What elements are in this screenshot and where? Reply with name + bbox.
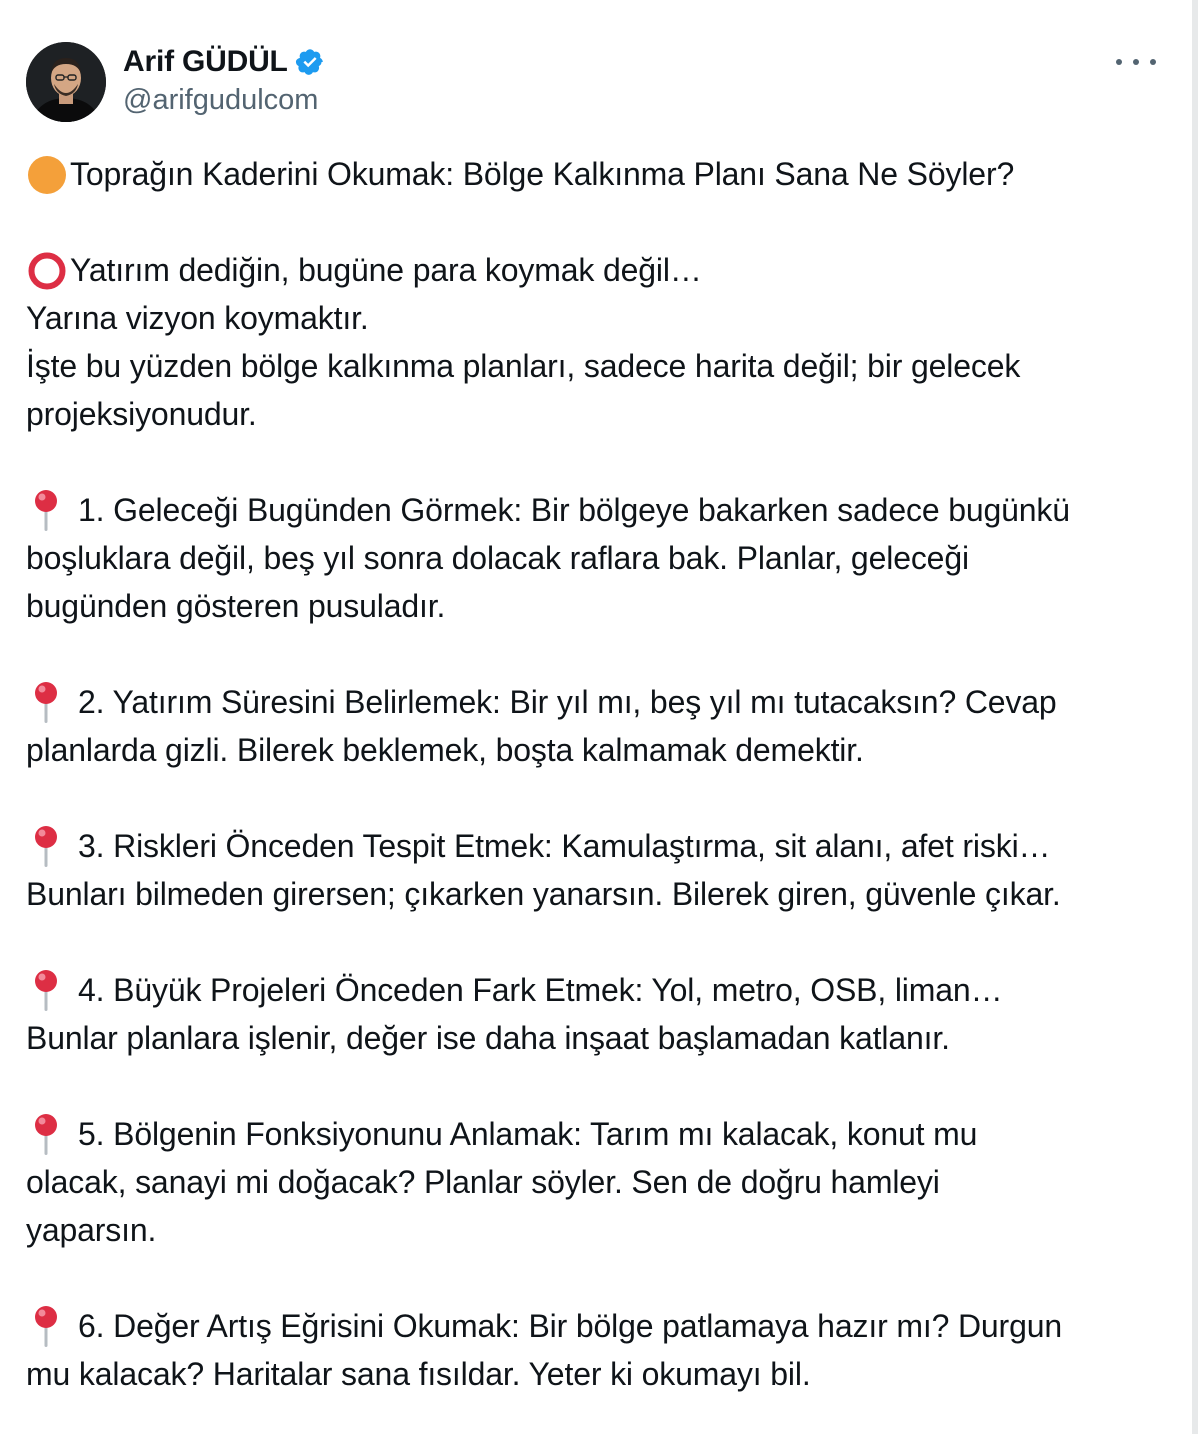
tweet-title-line [26, 150, 1166, 198]
list-item-line [26, 966, 1166, 1014]
round-pushpin-emoji-icon [26, 678, 78, 726]
list-item-line: bugünden gösteren pusuladır. [26, 588, 446, 624]
more-horizontal-icon-dot [1150, 59, 1156, 65]
intro-line: İşte bu yüzden bölge kalkınma planları, sadece harita değil; bir gelecek [26, 348, 1021, 384]
list-item-line: yaparsın. [26, 1212, 157, 1248]
orange-circle-emoji-icon [26, 150, 70, 198]
list-item-line [26, 1110, 1166, 1158]
tweet-intro-paragraph [26, 246, 1166, 438]
list-item [26, 822, 1166, 918]
avatar[interactable] [26, 42, 106, 122]
more-options-button[interactable] [1116, 50, 1156, 74]
round-pushpin-emoji-icon [26, 1110, 78, 1158]
list-item-line: boşluklara değil, beş yıl sonra dolacak raflara bak. Planlar, geleceği [26, 540, 969, 576]
author-handle[interactable]: @arifgudulcom [123, 84, 319, 116]
list-item-line [26, 1302, 1166, 1350]
list-item-line [26, 822, 1166, 870]
list-item-line: Bunlar planlara işlenir, değer ise daha inşaat başlamadan katlanır. [26, 1020, 950, 1056]
tweet-header [26, 42, 1166, 122]
round-pushpin-emoji-icon [26, 822, 78, 870]
intro-line-text: Yatırım dediğin, bugüne para koymak değil… [70, 252, 702, 288]
intro-line: projeksiyonudur. [26, 396, 257, 432]
list-item-line: olacak, sanayi mi doğacak? Planlar söyler. Sen de doğru hamleyi [26, 1164, 940, 1200]
list-item [26, 678, 1166, 774]
round-pushpin-emoji-icon [26, 486, 78, 534]
display-name-row [123, 44, 325, 80]
list-item-text: 4. Büyük Projeleri Önceden Fark Etmek: Yol, metro, OSB, liman… [78, 972, 1003, 1008]
list-item-text: 3. Riskleri Önceden Tespit Etmek: Kamulaştırma, sit alanı, afet riski… [78, 828, 1051, 864]
display-name[interactable]: Arif GÜDÜL [123, 45, 288, 78]
round-pushpin-emoji-icon [26, 1302, 78, 1350]
more-horizontal-icon-dot [1133, 59, 1139, 65]
list-item-line [26, 678, 1166, 726]
list-item [26, 1302, 1166, 1398]
list-item-text: 1. Geleceği Bugünden Görmek: Bir bölgeye bakarken sadece bugünkü [78, 492, 1070, 528]
tweet-text [26, 150, 1166, 1446]
more-horizontal-icon-dot [1116, 59, 1122, 65]
tweet-title-paragraph [26, 150, 1166, 198]
intro-line: Yarına vizyon koymaktır. [26, 300, 369, 336]
list-item-line: Bunları bilmeden girersen; çıkarken yanarsın. Bilerek giren, güvenle çıkar. [26, 876, 1061, 912]
list-item [26, 1110, 1166, 1254]
author-names [123, 44, 325, 117]
list-item-line [26, 486, 1166, 534]
tweet-title: Toprağın Kaderini Okumak: Bölge Kalkınma Planı Sana Ne Söyler? [70, 156, 1015, 192]
hollow-red-circle-emoji-icon [26, 246, 70, 294]
list-item-line: mu kalacak? Haritalar sana fısıldar. Yeter ki okumayı bil. [26, 1356, 811, 1392]
intro-line [26, 246, 1166, 294]
round-pushpin-emoji-icon [26, 966, 78, 1014]
list-item [26, 486, 1166, 630]
list-item-text: 6. Değer Artış Eğrisini Okumak: Bir bölge patlamaya hazır mı? Durgun [78, 1308, 1063, 1344]
list-item [26, 966, 1166, 1062]
verified-badge-icon[interactable] [295, 47, 325, 77]
scroll-edge [1192, 0, 1198, 1434]
list-item-line: planlarda gizli. Bilerek beklemek, boşta kalmamak demektir. [26, 732, 864, 768]
list-item-text: 5. Bölgenin Fonksiyonunu Anlamak: Tarım mı kalacak, konut mu [78, 1116, 978, 1152]
list-item-text: 2. Yatırım Süresini Belirlemek: Bir yıl mı, beş yıl mı tutacaksın? Cevap [78, 684, 1057, 720]
